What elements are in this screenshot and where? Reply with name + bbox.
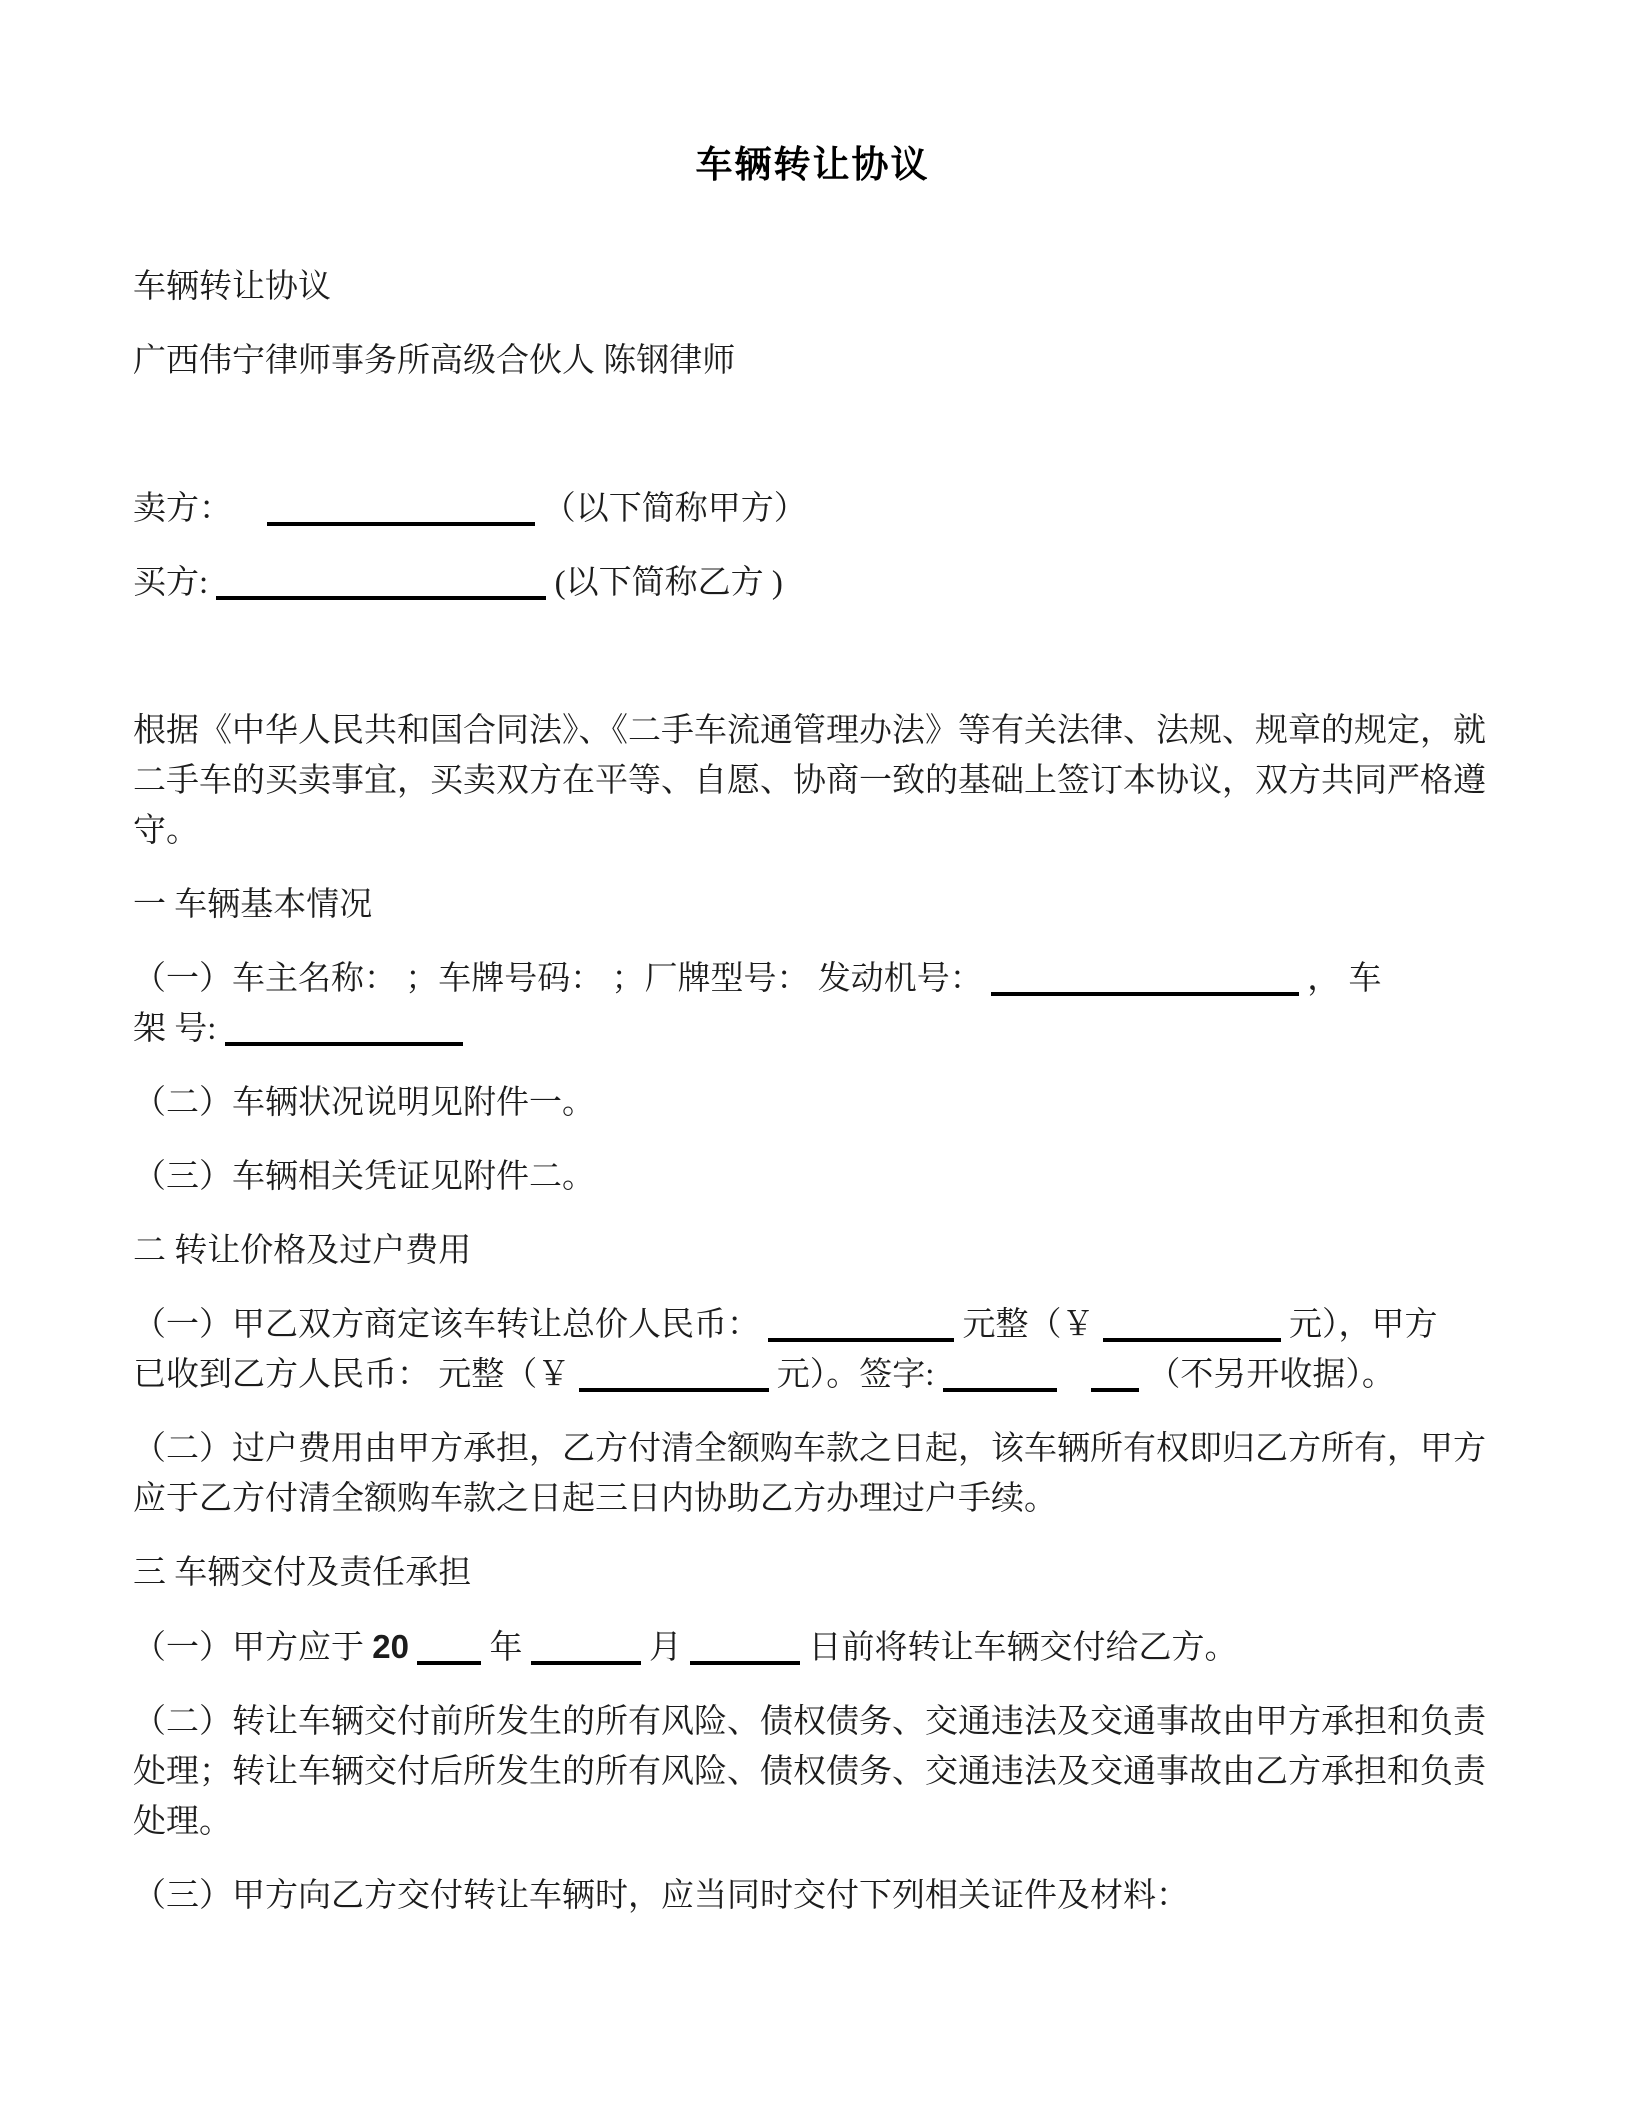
engine-number-blank bbox=[991, 958, 1299, 996]
delivery-text-b: 年 bbox=[489, 1630, 523, 1666]
vehicle-info-text: （一）车主名称： ；车牌号码： ；厂牌型号： 发动机号： bbox=[133, 961, 983, 997]
section2-item1 bbox=[133, 1300, 1492, 1400]
price-text-d: 已收到乙方人民币： 元整（￥ bbox=[133, 1357, 571, 1393]
section2-heading-text: 二 转让价格及过户费用 bbox=[133, 1233, 472, 1269]
signature-blank bbox=[943, 1354, 1057, 1392]
section1-item2-text: （二）车辆状况说明见附件一。 bbox=[133, 1085, 595, 1121]
spacer bbox=[133, 632, 1492, 706]
buyer-name-blank bbox=[216, 562, 546, 600]
section2-heading bbox=[133, 1226, 1492, 1276]
subtitle-text: 车辆转让协议 bbox=[133, 269, 331, 305]
delivery-text-c: 月 bbox=[648, 1630, 682, 1666]
section1-heading-text: 一 车辆基本情况 bbox=[133, 887, 373, 923]
frame-number-blank bbox=[225, 1008, 463, 1046]
section3-item1 bbox=[133, 1622, 1492, 1673]
price-figure-blank bbox=[1103, 1304, 1281, 1342]
received-figure-blank bbox=[579, 1354, 769, 1392]
delivery-text-a: （一）甲方应于 bbox=[133, 1630, 373, 1666]
price-text-c: 元），甲方 bbox=[1289, 1307, 1438, 1343]
spacer bbox=[133, 410, 1492, 484]
section1-item3 bbox=[133, 1152, 1492, 1202]
delivery-text-d: 日前将转让车辆交付给乙方。 bbox=[808, 1630, 1238, 1666]
price-text-b: 元整（￥ bbox=[962, 1307, 1095, 1343]
seller-suffix: （以下简称甲方） bbox=[542, 491, 807, 527]
section3-heading bbox=[133, 1548, 1492, 1598]
day-blank bbox=[690, 1627, 800, 1665]
price-amount-blank bbox=[768, 1304, 954, 1342]
seller-name-blank bbox=[267, 488, 535, 526]
signature-blank-2 bbox=[1091, 1354, 1139, 1392]
section1-item3-text: （三）车辆相关凭证见附件二。 bbox=[133, 1159, 595, 1195]
month-blank bbox=[531, 1627, 641, 1665]
section2-item2-text: （二）过户费用由甲方承担，乙方付清全额购车款之日起，该车辆所有权即归乙方所有，甲方应于乙方付清全额购车款之日起三日内协助乙方办理过户手续。 bbox=[133, 1431, 1486, 1517]
vehicle-info-tail: ， 车 bbox=[1307, 961, 1382, 997]
seller-label: 卖方： bbox=[133, 491, 232, 527]
section1-item1 bbox=[133, 954, 1492, 1054]
year-prefix: 20 bbox=[372, 1628, 409, 1665]
document-title: 车辆转让协议 bbox=[695, 144, 930, 185]
buyer-row bbox=[133, 558, 1492, 608]
author-text: 广西伟宁律师事务所高级合伙人 陈钢律师 bbox=[133, 343, 736, 379]
seller-row bbox=[133, 484, 1492, 534]
author-line bbox=[133, 336, 1492, 386]
year-blank bbox=[417, 1627, 481, 1665]
price-text-a: （一）甲乙双方商定该车转让总价人民币： bbox=[133, 1307, 760, 1343]
price-text-f: （不另开收据）。 bbox=[1147, 1357, 1395, 1393]
price-text-e: 元）。签字: bbox=[776, 1357, 943, 1393]
section3-item3 bbox=[133, 1871, 1492, 1921]
buyer-suffix: (以下简称乙方 ) bbox=[554, 565, 783, 601]
section3-item2-text: （二）转让车辆交付前所发生的所有风险、债权债务、交通违法及交通事故由甲方承担和负责处理；转让车辆交付后所发生的所有风险、债权债务、交通违法及交通事故由乙方承担和负责处理。 bbox=[133, 1704, 1486, 1840]
subtitle-line bbox=[133, 262, 1492, 312]
section1-heading bbox=[133, 880, 1492, 930]
frame-number-label: 架 号: bbox=[133, 1011, 225, 1047]
section1-item2 bbox=[133, 1078, 1492, 1128]
preamble-text: 根据《中华人民共和国合同法》、《二手车流通管理办法》等有关法律、法规、规章的规定，就二手车的买卖事宜，买卖双方在平等、自愿、协商一致的基础上签订本协议，双方共同严格遵守。 bbox=[133, 713, 1486, 849]
buyer-label: 买方: bbox=[133, 565, 209, 601]
section2-item2 bbox=[133, 1424, 1492, 1524]
section3-item3-text: （三）甲方向乙方交付转让车辆时，应当同时交付下列相关证件及材料： bbox=[133, 1878, 1189, 1914]
section3-heading-text: 三 车辆交付及责任承担 bbox=[133, 1555, 472, 1591]
preamble-paragraph bbox=[133, 706, 1492, 856]
section3-item2 bbox=[133, 1697, 1492, 1847]
